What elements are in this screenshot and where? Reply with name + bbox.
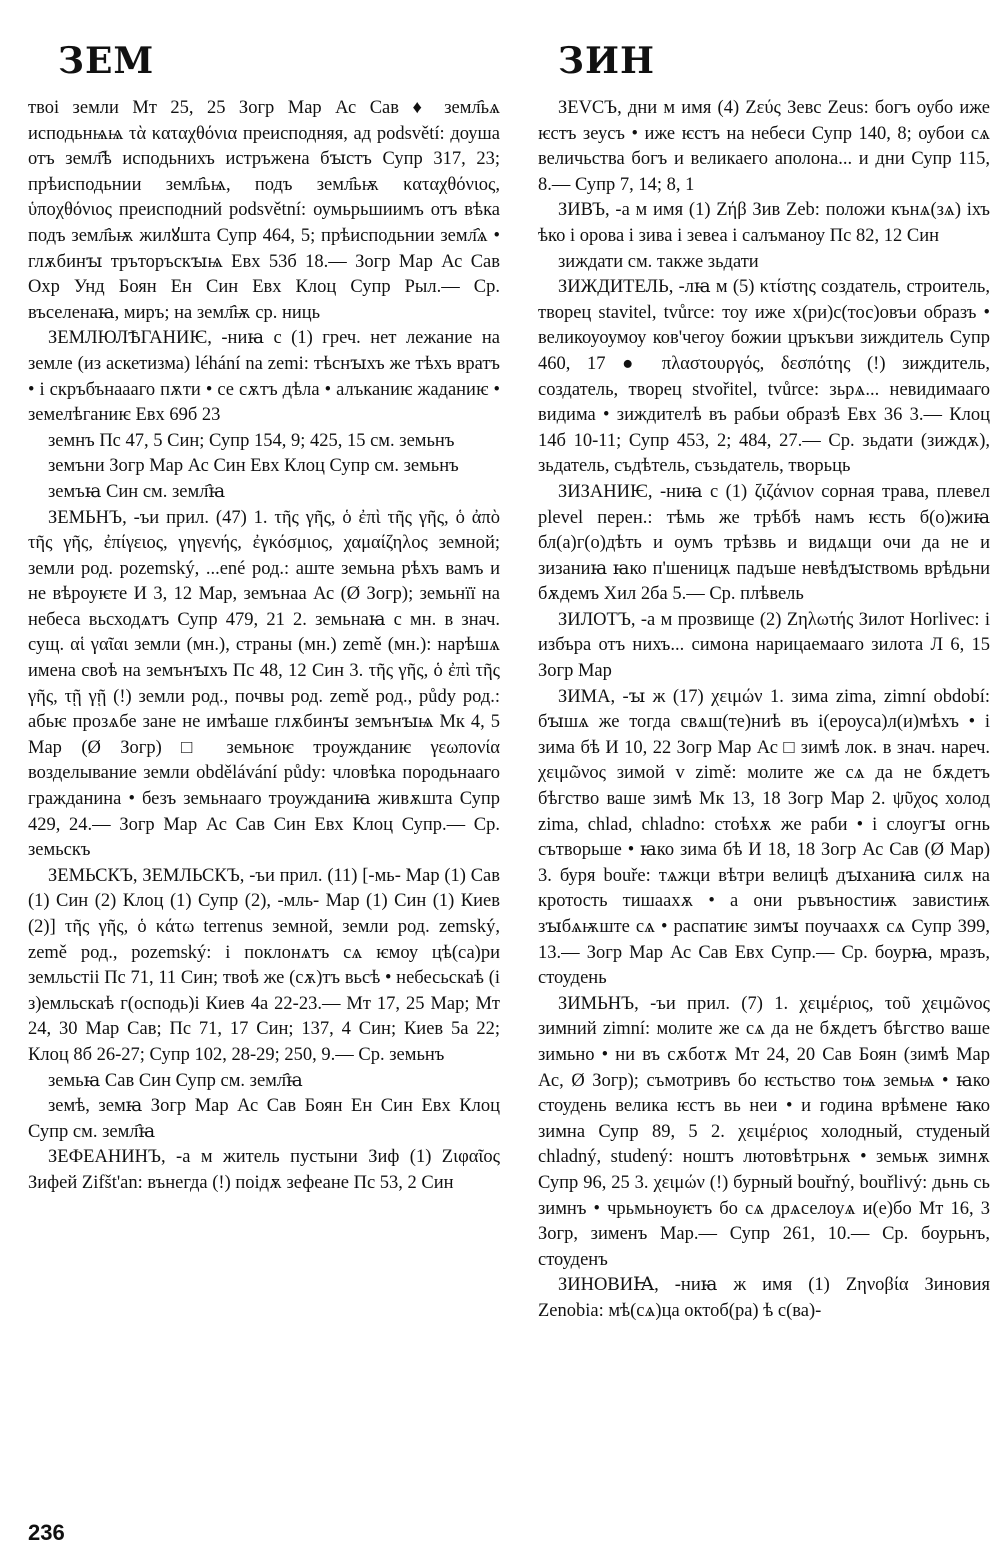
dictionary-entry: ЗЕVСЪ, дни м имя (4) Ζεύς Зевс Zeus: богъ оубо иже ѥстъ зеусъ • иже ѥстъ на небеси Супр 140, 8; оубои сѧ величьства богъ и великаего аполона... и дни Супр 115, 8.— Супр 7, 14; 8, 1 [538, 98, 990, 195]
running-head-right: ЗИН [558, 40, 655, 82]
running-head-left: ЗЕМ [58, 40, 155, 82]
dictionary-entry: ЗИНОВИꙖ, -ниꙗ ж имя (1) Ζηνοβία Зиновия Zenobia: мѣ(сѧ)ца октоб(ра) ѣ с(ва)- [538, 1275, 990, 1321]
dictionary-entry: земѣ, земꙗ Зогр Мар Ас Сав Боян Ен Син Евх Клоц Супр см. земл҄ꙗ [28, 1096, 500, 1142]
right-column [538, 96, 990, 1325]
dictionary-entry: ЗЕФЕАНИНЪ, -а м житель пустыни Зиф (1) Ζιφαῖος Зифей Zifšt'an: вънегда (!) поідѫ зефеане Пс 53, 2 Син [28, 1147, 500, 1193]
dictionary-entry: ЗЕМЛЮЛѢГАНИѤ, -ниꙗ с (1) греч. нет лежание на земле (из аскетизма) léhání na zemi: тѣснꙑхъ же тѣхъ вратъ • і скръбънаааго пѫти • се сѫтъ дѣла • алъканиѥ жаданиѥ • земелѣганиѥ Евх 69б 23 [28, 328, 500, 426]
dictionary-entry: твоі земли Мт 25, 25 Зогр Мар Ас Сав ♦ земл҄ьѧ исподьнѩѩ τὰ καταχθόνια преисподняя, ад podsvětí: доуша отъ земл҄ѣ исподьнихъ истръжена бꙑстъ Супр 317, 23; прѣисподьнии земл҄ьѩ, подъ земл҄ьѭ καταχθόνιος, ὑποχθόνιος преисподний podsvětní: оумьрьшиимъ отъ вѣка подъ земл҄ьѭ жилꙋшта Супр 464, 5; прѣисподьнии земл҄ѧ • глѫбинꙑ тръторъскꙑѩ Евх 53б 18.— Зогр Мар Ас Сав Охр Унд Боян Ен Син Евх Клоц Супр Рыл.— Ср. въселенаꙗ, миръ; на земл҄ѭ ср. ниць [28, 98, 500, 323]
left-column [28, 96, 500, 1197]
dictionary-entry: земьꙗ Сав Син Супр см. земл҄ꙗ [48, 1070, 303, 1091]
dictionary-entry: ЗЕМЬСКЪ, ЗЕМЛЬСКЪ, -ъи прил. (11) [-мь- Мар (1) Сав (1) Син (2) Клоц (1) Супр (2), -мль- Мар (1) Син (1) Киев (2)] τῆς γῆς, ὁ κάτω terrenus земной, земли род. zemský, země род., pozemský: і поклонѧтъ сѧ ѥмоу цѣ(са)ри земльстіі Пс 71, 11 Син; твоѣ же (сѫ)тъ вьсѣ • небесьскаѣ (і з)емльскаѣ г(осподь)і Киев 4а 22-23.— Мт 17, 25 Мар; Мт 24, 30 Мар Сав; Пс 71, 17 Син; 137, 4 Син; Киев 5а 22; Клоц 8б 26-27; Супр 102, 28-29; 250, 9.— Ср. земьнъ [28, 865, 500, 1065]
dictionary-entry: земъꙗ Син см. земл҄ꙗ [48, 481, 226, 502]
dictionary-entry: ЗЕМЬНЪ, -ъи прил. (47) 1. τῆς γῆς, ὁ ἐπὶ τῆς γῆς, ὁ ἀπὸ τῆς γῆς, ἐπίγειος, γηγενής, ἐγκόσμιος, χαμαίζηλος земной; земли род. pozemský, ...ené род.: аште земьна рѣхъ вамъ и не вѣроуѥте И 3, 12 Мар, земънаа Ас (Ø Зогр); земьнїї на небеса вьсходѧтъ Супр 479, 21 2. земьнаꙗ с мн. в знач. сущ. αἱ γαῖαι земли (мн.), страны (мн.) země (мн.): нарѣшѧ имена своѣ на земънꙑхъ Пс 48, 12 Син 3. τῆς γῆς, ὁ ἐπὶ τῆς γῆς, τῇ γῇ (!) земли род., почвы род. země род., půdy род.: абьѥ прозѧбе зане не имѣаше глѫбинꙑ земънꙑѩ Мк 4, 5 Мар (Ø Зогр) □ земьноѥ троужданиѥ γεωπονία возделывание земли obdělávání půdy: чловѣка породьнааго гражданина • безъ земьнааго троужданиꙗ живѫшта Супр 429, 24.— Зогр Мар Ас Сав Син Евх Клоц Супр.— Ср. земьскъ [28, 507, 500, 861]
dictionary-entry: ЗИВЪ, -а м имя (1) Ζήβ Зив Zeb: положи кънѧ(зѧ) іхъ ѣко і орова і зива і зевеа і салъманоу Пс 82, 12 Син [538, 200, 990, 246]
dictionary-entry: ЗИЛОТЪ, -а м прозвище (2) Ζηλωτής Зилот Horlivec: і избъра отъ нихъ... симона нарицаемааго зилота Л 6, 15 Зогр Мар [538, 609, 990, 682]
dictionary-entry: ЗИМЬНЪ, -ъи прил. (7) 1. χειμέριος, τοῦ χειμῶνος зимний zimní: молите же сѧ да не бѫдетъ бѣгство ваше зимьно • ни въ сѫботѫ Мт 24, 20 Сав Боян (зимѣ Мар Ас, Ø Зогр); съмотривъ бо ѥстьство тоѩ земьѩ • ꙗко стоудень велика ѥстъ вь неи • и година врѣмене ꙗко зимна Супр 89, 5 2. χειμέριος холодный, студеный chladný, studený: ноштъ лютовѣтрьнѫ • земьѭ зимнѫ Супр 96, 25 3. χειμών (!) бурный bouřný, bouřlivý: дьнь сь зимнъ • чрьмьноуѥтъ бо сѧ дрѧселоуѧ и(е)бо Мт 16, 3 Зогр, зименъ Мар.— Супр 261, 10.— Ср. боурьнъ, стоуденъ [538, 993, 990, 1270]
dictionary-entry: земъни Зогр Мар Ас Син Евх Клоц Супр см. земьнъ [48, 456, 459, 477]
dictionary-entry: ЗИМА, -ꙑ ж (17) χειμών 1. зима zima, zimní období: бꙑшѧ же тогда свѧш(те)ниѣ въ і(ероуса)л(и)мѣхъ • і зима бѣ И 10, 22 Зогр Мар Ас □ зимѣ лок. в знач. нареч. χειμῶνος зимой v zimě: молите же сѧ да не бѫдетъ бѣгство ваше зимѣ Мк 13, 18 Зогр Мар 2. ψῦχος холод zima, chlad, chladno: стоѣхѫ же раби • і слоугꙑ огнь сътворьше • ꙗко зима бѣ И 18, 18 Зогр Ас Сав (Ø Мар) 3. буря bouře: тѧжци вѣтри велицѣ дꙑханиꙗ силѫ на кротость тишаахѫ • а они ръвъностиѭ завистиѭ зꙑбѧѭште сѧ • распатиѥ зимꙑ поучаахѫ сѧ Супр 399, 13.— Зогр Мар Ас Сав Евх Супр.— Ср. боурꙗ, мразъ, стоудень [538, 686, 990, 989]
dictionary-entry: земнъ Пс 47, 5 Син; Супр 154, 9; 425, 15 см. земьнъ [48, 430, 455, 451]
page-number: 236 [28, 1520, 65, 1545]
dictionary-entry: зиждати см. также зьдати [558, 251, 759, 272]
dictionary-entry: ЗИЖДИТЕЛЬ, -лꙗ м (5) κτίστης создатель, строитель, творец stavitel, tvůrce: тоу иже х(ри)с(тос)овъи образъ • великоуоумоу ков'чегоу божии цръкъви зиждитель Супр 460, 17 ● πλαστουργός, δεσπότης (!) зиждитель, создатель, творец stvořitel, tvůrce: зьрѧ... невидимааго видима • зиждителѣ въ рабьи образѣ Евх 36 3.— Клоц 14б 10-11; Супр 453, 2; 484, 27.— Ср. зьдати (зиждѫ), зьдатель, съдѣтель, съзьдатель, творьць [538, 277, 990, 477]
dictionary-entry: ЗИЗАНИѤ, -ниꙗ с (1) ζιζάνιον сорная трава, плевел plevel перен.: тѣмь же трѣбѣ намъ ѥсть б(о)жиꙗ бл(а)г(о)дѣть и оумъ трѣзвь и видѧщи очи да не и зизаниꙗ ꙗко п'шеницѫ падъше невѣдꙑствомь врѣдьни бѫдемъ Хил 2ба 5.— Ср. плѣвель [538, 481, 990, 605]
